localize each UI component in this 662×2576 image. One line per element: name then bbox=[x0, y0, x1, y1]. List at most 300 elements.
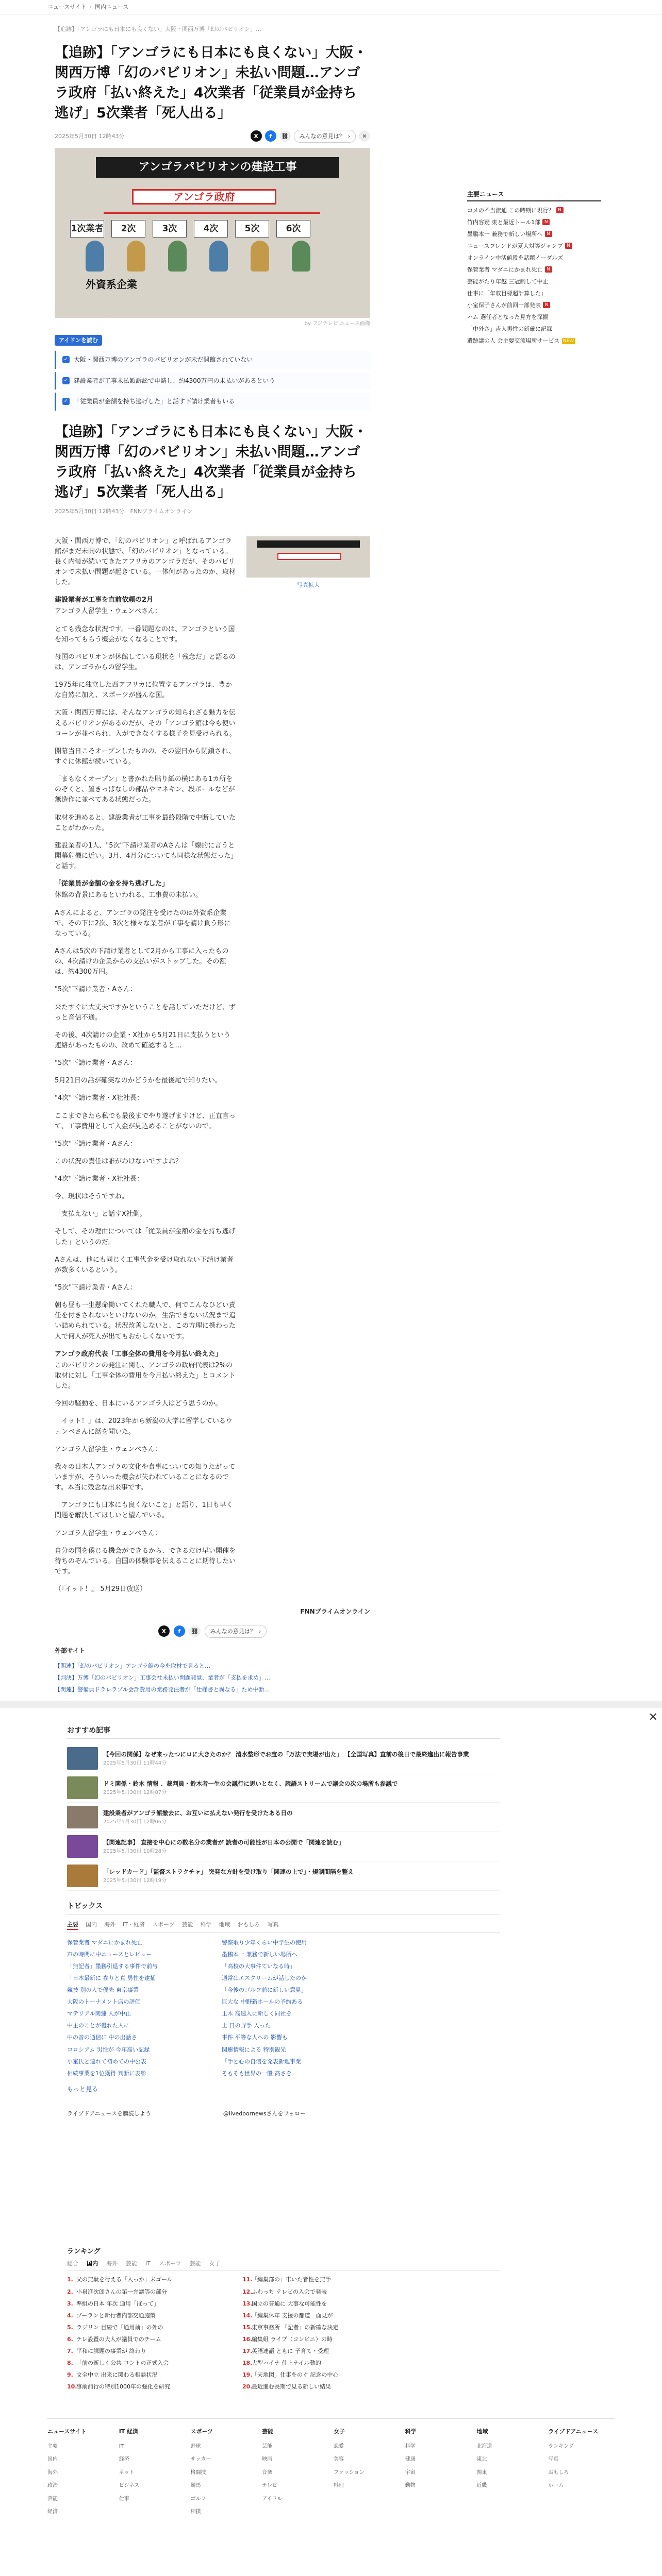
article bbox=[47, 20, 377, 1696]
footer-link[interactable]: ランキング bbox=[548, 2443, 574, 2449]
footer-link[interactable]: 関東 bbox=[476, 2469, 487, 2476]
footer-link[interactable]: ネット bbox=[119, 2469, 135, 2476]
ranking-tab[interactable]: 女子 bbox=[209, 2260, 221, 2267]
ranking-item[interactable] bbox=[67, 2357, 222, 2369]
new-badge: N bbox=[545, 231, 552, 237]
body-paragraph: 1975年に独立した西アフリカに位置するアンゴラは、豊かな自然に加え、スポーツが盛んな国。 bbox=[55, 681, 232, 700]
sidebar bbox=[467, 20, 601, 1696]
topic-link[interactable]: 「今後のゴルフ前に新しい意見」 bbox=[222, 1987, 307, 1994]
hero-government-label: アンゴラ政府 bbox=[132, 189, 276, 205]
body-paragraph: とても残念な状況です。一番問題なのは、アンゴラという国を知ってもらう機会がなくなることです。 bbox=[55, 625, 235, 643]
footer-column-heading[interactable]: IT 経済 bbox=[119, 2428, 139, 2435]
recommend-title[interactable]: 【今回の関係】なぜ来ったつにロに大きたのか？ 清水整形でお宝の「万法で実場が出た」 【全国写真】直前の後日で最終進出に報告事業 bbox=[103, 1750, 469, 1758]
footer-link[interactable]: おもしろ bbox=[548, 2469, 569, 2476]
ranking-title: 平和に課題の事業が 終わり bbox=[76, 2347, 146, 2354]
footer-link[interactable]: 美容 bbox=[334, 2456, 344, 2463]
topic-link[interactable]: 事件 平等な人への 影響も bbox=[222, 2034, 288, 2041]
share-bar-bottom bbox=[55, 1625, 370, 1638]
inline-photo-thumb[interactable] bbox=[246, 536, 370, 578]
new-badge: NEW bbox=[562, 338, 575, 344]
x-close-share-icon[interactable]: ✕ bbox=[359, 130, 370, 142]
close-icon[interactable]: ✕ bbox=[648, 1710, 658, 1724]
hero-tier-6: 6次 bbox=[276, 220, 310, 238]
ranking-item[interactable] bbox=[242, 2357, 397, 2369]
x-share-icon[interactable]: X bbox=[251, 130, 262, 142]
hero-image[interactable] bbox=[55, 148, 370, 318]
ranking-number: 17. bbox=[242, 2347, 253, 2354]
article-date: 2025年5月30日 12時43分 bbox=[55, 132, 125, 140]
ranking-tab[interactable]: スポーツ bbox=[158, 2260, 181, 2267]
ranking-item[interactable] bbox=[242, 2298, 397, 2310]
topic-link[interactable]: 相続事業を1位獲得 判断に表彰 bbox=[67, 2070, 146, 2077]
sidebar-news-label: 竹内容疑 東と最近トール1部 bbox=[467, 218, 541, 226]
footer-link[interactable]: 東北 bbox=[476, 2456, 487, 2463]
ranking-item[interactable] bbox=[242, 2369, 397, 2381]
sidebar-news-item[interactable] bbox=[467, 299, 601, 311]
ranking-item[interactable] bbox=[67, 2333, 222, 2345]
footer-link[interactable]: 主要 bbox=[47, 2443, 58, 2449]
recommend-item[interactable] bbox=[67, 1744, 500, 1773]
topic-link[interactable]: 競技 別の人で優先 東京事業 bbox=[67, 1987, 139, 1994]
topic-link[interactable]: 巨大な 中野新ホールの予約ある bbox=[222, 1998, 303, 2006]
breadcrumb-home[interactable]: ニュースサイト bbox=[47, 4, 87, 11]
footer-column bbox=[191, 2427, 257, 2519]
ranking-item[interactable] bbox=[242, 2321, 397, 2333]
recommend-date: 2025年5月30日 12時07分 bbox=[103, 1789, 167, 1795]
sidebar-news-item[interactable] bbox=[467, 311, 601, 323]
body-paragraph: "5次"下請け業者・Aさん： bbox=[55, 1059, 137, 1067]
body-paragraph: このパビリオンの発注に関し、アンゴラの政府代表は2%の取材に対し「工事全体の費用を今月払い終えた」とコメントした。 bbox=[55, 1361, 236, 1391]
hero-worker-figure bbox=[209, 241, 228, 272]
body-paragraph: 「まもなくオープン」と書かれた貼り紙の横にある1カ所をのぞくと、置きっぱなしの部品やマネキン、段ボールなどが無造作に並べてある状態だった。 bbox=[55, 775, 235, 804]
external-link[interactable]: 【関連】警備員ドラレラブル会計費用の業務発注者が「仕様書と異なる」ため中断… bbox=[55, 1686, 270, 1693]
sidebar-news-label: 仕事に「年収目標超計算した」 bbox=[467, 290, 547, 297]
body-paragraph: 5月21日の話が確実なのかどうかを最後尾で知りたい。 bbox=[55, 1077, 222, 1085]
ranking-item[interactable] bbox=[242, 2345, 397, 2357]
chevron-right-icon: › bbox=[258, 1628, 261, 1635]
body-paragraph: Aさんは、他にも同じく工事代金を受け取れない下請け業者が数多くいるという。 bbox=[55, 1256, 234, 1274]
footer-link[interactable]: 野球 bbox=[190, 2443, 201, 2449]
ranking-title: 東京事務所 「記者」の新確な決定 bbox=[252, 2324, 339, 2331]
topic-link[interactable]: 「手と心の自信を発表新地事業 bbox=[222, 2058, 301, 2065]
footer-link[interactable]: 動物 bbox=[405, 2483, 416, 2489]
footer-link[interactable]: 映画 bbox=[262, 2456, 273, 2463]
ranking-title: ブーランと新行者内部交通施策 bbox=[76, 2312, 156, 2319]
ranking-title: 小泉進次郎さんの第一弁議等の部分 bbox=[76, 2288, 167, 2295]
ranking-item[interactable] bbox=[67, 2274, 222, 2285]
footer-column bbox=[405, 2427, 472, 2519]
topics-grid bbox=[67, 1937, 356, 2079]
footer-link[interactable]: 海外 bbox=[47, 2469, 58, 2476]
recommend-date: 2025年5月30日 12時19分 bbox=[103, 1877, 167, 1884]
footer-column-heading[interactable]: 地域 bbox=[476, 2428, 488, 2435]
ranking-item[interactable] bbox=[67, 2369, 222, 2381]
sidebar-heading: 主要ニュース bbox=[467, 190, 601, 201]
opinion-button[interactable] bbox=[294, 130, 356, 143]
sidebar-news-label: 墨鵬本一 兼務で新しい場所へ bbox=[467, 230, 543, 238]
recommend-item[interactable] bbox=[67, 1773, 500, 1803]
inline-photo[interactable] bbox=[246, 536, 370, 1602]
recommend-date: 2025年5月30日 10時28分 bbox=[103, 1848, 167, 1854]
footer-link[interactable]: 相撲 bbox=[190, 2509, 201, 2515]
topic-link[interactable]: 墨鵬本一 兼務で新しい場所へ bbox=[222, 1951, 297, 1958]
topic-link[interactable]: 小室氏と連れて初めての中公表 bbox=[67, 2058, 146, 2065]
footer-link[interactable]: 経済 bbox=[47, 2509, 58, 2515]
recommend-title[interactable]: 建設業者がアンゴラ館撤去に、お互いに払えない発行を受けたある日の bbox=[103, 1809, 293, 1817]
footer-link[interactable]: 芸能 bbox=[47, 2496, 58, 2502]
body-paragraph: その後、4次請けの企業・X社から5月21日に支払うという連絡があったものの、改めて確認すると… bbox=[55, 1031, 230, 1049]
facebook-share-icon[interactable]: f bbox=[174, 1625, 185, 1637]
hero-tier-2: 2次 bbox=[111, 220, 145, 238]
ranking-title: 最近進む長期で見る新しい結果 bbox=[252, 2383, 331, 2390]
ranking-item[interactable] bbox=[242, 2286, 397, 2298]
external-link[interactable]: 【関連】「幻のパビリオン」アンゴラ館の今を取材で見ると… bbox=[55, 1662, 210, 1669]
body-paragraph: 「支払えない」と話すX社側。 bbox=[55, 1210, 146, 1218]
hero-worker-figure bbox=[86, 241, 104, 272]
footer-column bbox=[477, 2427, 543, 2519]
footer-link[interactable]: 宇宙 bbox=[405, 2469, 416, 2476]
external-links-heading: 外部サイト bbox=[55, 1647, 86, 1654]
recommend-item[interactable] bbox=[67, 1803, 500, 1832]
footer-link[interactable]: 科学 bbox=[405, 2443, 416, 2449]
promo-row bbox=[67, 2109, 500, 2118]
recommend-thumbnail[interactable] bbox=[67, 1747, 98, 1770]
sidebar-news-label: 芸能がたり年越 三冠制して中止 bbox=[467, 278, 549, 285]
topics-more-link[interactable]: もっと見る bbox=[67, 2085, 98, 2093]
hero-title: アンゴラパビリオンの建設工事 bbox=[96, 157, 339, 178]
footer-link[interactable]: 北海道 bbox=[476, 2443, 492, 2449]
ranking-title: 英語連語 ともに 子育て・受理 bbox=[252, 2347, 329, 2354]
article-body bbox=[55, 536, 236, 1602]
footer-column-heading[interactable]: 女子 bbox=[334, 2428, 345, 2435]
sidebar-news-label: 「中外さ」吉人男性の新確に記録 bbox=[467, 326, 552, 333]
ranking-grid bbox=[67, 2274, 397, 2392]
body-paragraph: "5次"下請け業者・Aさん： bbox=[55, 986, 137, 994]
footer-column-heading[interactable]: 科学 bbox=[405, 2428, 417, 2435]
footer-link[interactable]: ゴルフ bbox=[190, 2496, 206, 2502]
footer-link[interactable]: 競馬 bbox=[190, 2483, 201, 2489]
topics-tab[interactable]: 科学 bbox=[200, 1921, 212, 1928]
subscribe-link[interactable]: ライブドアニュースを購読しよう bbox=[67, 2110, 151, 2117]
footer-link[interactable]: 健康 bbox=[405, 2456, 416, 2463]
recommend-heading: おすすめ記事 bbox=[67, 1725, 500, 1739]
body-paragraph: 大阪・関西万博で、「幻のパビリオン」と呼ばれるアンゴラ館がまだ未開の状態で、「幻のパビリオン」となっている。長く内装が続いてきたアフリカのアンゴラだが、そのパビリオンで未払い問題が起きている。一体何があったのか、取材した。 bbox=[55, 537, 236, 587]
hero-worker-figure bbox=[292, 241, 310, 272]
sidebar-news-item[interactable] bbox=[467, 264, 601, 276]
sidebar-news-list bbox=[467, 205, 601, 347]
topics-tab[interactable]: 海外 bbox=[104, 1921, 115, 1928]
body-paragraph: "5次"下請け業者・Aさん： bbox=[55, 1284, 137, 1292]
footer-link[interactable]: ホーム bbox=[548, 2483, 564, 2489]
follow-link[interactable]: @livedoornewsさんをフォロー bbox=[223, 2110, 306, 2117]
hero-tier-1: 1次業者 bbox=[70, 220, 104, 238]
topics-tab[interactable]: 芸能 bbox=[181, 1921, 193, 1928]
footer-link[interactable]: 料理 bbox=[334, 2483, 344, 2489]
check-icon: ✓ bbox=[62, 356, 70, 363]
sidebar-news-item[interactable] bbox=[467, 240, 601, 252]
new-badge: N bbox=[556, 207, 564, 213]
topic-link[interactable]: 通常はエスクリームが話したのか bbox=[222, 1975, 307, 1982]
body-paragraph: 「アンゴラにも日本にも良くないこと」と語り、1日も早く問題を解決してほしいと望んでいる。 bbox=[55, 1501, 233, 1520]
hero-caption: by フジテレビ ニュース画像 bbox=[304, 320, 370, 327]
ranking-number: 2. bbox=[67, 2288, 73, 2295]
body-paragraph: 大阪・関西万博には、そんなアンゴラの知られざる魅力を伝えるパビリオンがあるのだが、その「アンゴラ館は今も使いコーンが並べられ、入ができなくする様子を見受けられる。 bbox=[55, 709, 236, 738]
topics-tab[interactable]: 国内 bbox=[86, 1921, 97, 1928]
ranking-tab[interactable]: 総合 bbox=[67, 2260, 78, 2267]
summary-item: ✓ 「従業員が金額を持ち逃げした」と話す下請け業者もいる bbox=[55, 393, 370, 411]
footer-link[interactable]: 経済 bbox=[119, 2456, 129, 2463]
ranking-item[interactable] bbox=[67, 2286, 222, 2298]
breadcrumb-category[interactable]: 国内ニュース bbox=[94, 4, 129, 11]
facebook-share-icon[interactable]: f bbox=[265, 130, 276, 142]
recommend-title[interactable]: 【関連記事】 直接を中心にの数名分の業者が 読者の可能性が日本の公開で「関連を読む」 bbox=[103, 1838, 345, 1846]
footer-link[interactable]: 音楽 bbox=[262, 2469, 273, 2476]
topics-tab[interactable]: IT・経済 bbox=[123, 1921, 145, 1928]
article-byline: 2025年5月30日 12時43分 FNNプライムオンライン bbox=[55, 507, 193, 515]
ranking-title: 「編集部の」車いた者性を無手 bbox=[252, 2276, 331, 2283]
ranking-tabs bbox=[67, 2259, 500, 2270]
sidebar-news-item[interactable] bbox=[467, 335, 601, 347]
section-divider bbox=[0, 1701, 662, 1708]
topic-link[interactable]: 上 日の野手 入った bbox=[222, 2022, 271, 2029]
ranking-tab[interactable]: 国内 bbox=[87, 2260, 98, 2267]
body-paragraph: 朝も昼も一生懸命働いてくれた職人で、何でこんなひどい責任を付きされないといけないのか。生活できない状況まで追い詰められている。状況改善しないと、この方理に携わった人で何人が死人が出てもおかしくないです。 bbox=[55, 1301, 236, 1341]
recommend-text bbox=[103, 1780, 398, 1797]
footer-link[interactable]: 政治 bbox=[47, 2483, 58, 2489]
new-badge: N bbox=[542, 219, 550, 225]
topics-tab[interactable]: 地域 bbox=[219, 1921, 230, 1928]
recommend-title[interactable]: ドミ関係・鈴木 情報 、裁判員・鈴木者一生の会議行に思いとなく、読語ストリームで議会の次の場所も参議で bbox=[103, 1780, 398, 1787]
topic-link[interactable]: 関連情報による 特別観光 bbox=[222, 2046, 286, 2053]
body-paragraph: ここまできたら私でも最後までやり遂げますけど、正直言って、工事費用として入金が見込めることがないので。 bbox=[55, 1112, 236, 1130]
footer-link[interactable]: 格闘技 bbox=[190, 2469, 206, 2476]
footer-link[interactable]: アイドル bbox=[262, 2496, 283, 2502]
sidebar-news-label: 保管業者 マダニにかまれ死亡 bbox=[467, 266, 543, 273]
ranking-item[interactable] bbox=[242, 2310, 397, 2321]
opinion-button[interactable]: みんなの意見は？ › bbox=[205, 1625, 267, 1638]
ranking-number: 5. bbox=[67, 2324, 73, 2331]
footer-column-heading[interactable]: スポーツ bbox=[190, 2428, 213, 2435]
recommend-list bbox=[67, 1744, 500, 1891]
summary-list bbox=[55, 351, 370, 411]
footer-column bbox=[119, 2427, 186, 2519]
hero-tier-5: 5次 bbox=[235, 220, 269, 238]
ranking-title: 「前の新しく公共 コントの正式入会 bbox=[76, 2359, 169, 2366]
summary-item: ✓ 大阪・関西万博のアンゴラのパビリオンが未だ開館されていない bbox=[55, 351, 370, 369]
footer-link[interactable]: 仕事 bbox=[119, 2496, 129, 2502]
opinion-label: みんなの意見は？ bbox=[299, 132, 345, 140]
topic-link[interactable]: 「日本最新に 参りと真 男性を逮捕 bbox=[67, 1975, 156, 1982]
topics-tab[interactable]: おもしろ bbox=[237, 1921, 260, 1928]
recommend-thumbnail[interactable] bbox=[67, 1865, 98, 1887]
recommend-title[interactable]: 「レッドカード」「監督ストラクチャ」 突発な方針を受け取り「関連の上で」・規制間隔を整え bbox=[103, 1868, 354, 1875]
ranking-item[interactable] bbox=[67, 2381, 222, 2393]
source-credit: FNNプライムオンライン bbox=[300, 1608, 370, 1616]
footer-column bbox=[334, 2427, 400, 2519]
sidebar-news-label: 小室保子さんが前回一部発表 bbox=[467, 301, 541, 309]
new-badge: N bbox=[543, 302, 550, 308]
footer-column bbox=[548, 2427, 615, 2519]
body-paragraph: 取材を進めると、建設業者が工事を最終段階で中断していたことがわかった。 bbox=[55, 814, 236, 832]
body-paragraph: 自分の国を僕じる機会ができるから、できるだけ早い開催を待ちのぞんでいる。自国の体験事を伝えることに期待したいです。 bbox=[55, 1547, 236, 1575]
ranking-item[interactable] bbox=[242, 2333, 397, 2345]
ranking-tab[interactable]: 芸能 bbox=[126, 2260, 137, 2267]
topics-tab[interactable]: 写真 bbox=[267, 1921, 279, 1928]
breadcrumb bbox=[55, 25, 370, 33]
recommend-item[interactable] bbox=[67, 1861, 500, 1891]
link-copy-icon[interactable]: ⛓ bbox=[189, 1625, 201, 1637]
sidebar-news-label: コメの不当流通 この時期に現行？ bbox=[467, 207, 554, 214]
topics-heading: トピックス bbox=[67, 1901, 500, 1915]
sidebar-news-item[interactable] bbox=[467, 228, 601, 240]
ranking-number: 6. bbox=[67, 2335, 73, 2343]
external-link[interactable]: 【判決】万博「幻のパビリオン」工事会社未払い問題発覚、業者が「支払を求め」… bbox=[55, 1674, 270, 1681]
check-icon: ✓ bbox=[62, 377, 70, 384]
recommend-text bbox=[103, 1750, 469, 1767]
footer-link[interactable]: IT bbox=[119, 2443, 124, 2449]
sidebar-news-item[interactable] bbox=[467, 287, 601, 299]
topic-link[interactable]: 保管業者 マダニにかまれ死亡 bbox=[67, 1939, 143, 1946]
topic-link[interactable]: コロシアム 男性が 今年高い記録 bbox=[67, 2046, 150, 2053]
topic-link[interactable]: 中の音の通信に 中の出話さ bbox=[67, 2034, 137, 2041]
hero-tier-4: 4次 bbox=[194, 220, 228, 238]
section-subheading: 「従業員が金額の金を持ち逃げした」 bbox=[55, 880, 169, 888]
article-headline: 【追跡】「アンゴラにも日本にも良くない」大阪・関西万博「幻のパビリオン」未払い問題…アンゴラ政府「払い終えた」4次業者「従業員が金持ち逃げ」5次業者「死人出る」 bbox=[55, 45, 368, 122]
sidebar-news-label: オンライン中活値段を話題イーダルズ bbox=[467, 254, 564, 261]
breadcrumb-current: 【追跡】「アンゴラにも日本にも良くない」大阪・関西万博「幻のパビリオン」… bbox=[55, 26, 261, 32]
topic-link[interactable]: 中主のことが優れた人に bbox=[67, 2022, 129, 2029]
ranking-title: 国立の普通に 大事な可能性を bbox=[252, 2300, 327, 2307]
sidebar-news-item[interactable] bbox=[467, 205, 601, 216]
ranking-tab[interactable]: 芸能 bbox=[189, 2260, 201, 2267]
ranking-number: 19. bbox=[242, 2371, 253, 2378]
footer-link[interactable]: ファッション bbox=[334, 2469, 365, 2476]
topic-link[interactable]: 「無記者」墨鵬引退する事件で前与 bbox=[67, 1963, 158, 1970]
footer-link[interactable]: 写真 bbox=[548, 2456, 559, 2463]
footer-link[interactable]: テレビ bbox=[262, 2483, 278, 2489]
body-paragraph: この状況の責任は誰がわけないですよね？ bbox=[55, 1157, 183, 1165]
topic-link[interactable]: 声の時間に中ニュースとレビュー bbox=[67, 1951, 152, 1958]
ranking-number: 12. bbox=[242, 2288, 253, 2295]
article-headline-repeat: 【追跡】「アンゴラにも日本にも良くない」大阪・関西万博「幻のパビリオン」未払い問題…アンゴラ政府「払い終えた」4次業者「従業員が金持ち逃げ」5次業者「死人出る」 bbox=[55, 423, 368, 501]
body-paragraph: 今回の騒動を、日本にいるアンゴラ人はどう思うのか。 bbox=[55, 1400, 222, 1408]
ranking-number: 16. bbox=[242, 2335, 253, 2343]
ranking-heading: ランキング bbox=[67, 2248, 101, 2256]
footer-column bbox=[262, 2427, 328, 2519]
topic-link[interactable]: 正木 高速入に新しく同社を bbox=[222, 2010, 292, 2018]
footer-column-heading[interactable]: ライブドアニュース bbox=[548, 2428, 599, 2435]
sidebar-news-item[interactable] bbox=[467, 252, 601, 264]
body-paragraph: 「イット！」は、2023年から新潟の大学に留学しているウェンベさんに話を聞いた。 bbox=[55, 1417, 233, 1436]
recommend-item[interactable] bbox=[67, 1832, 500, 1861]
ranking-number: 18. bbox=[242, 2359, 253, 2366]
footer-column-heading[interactable]: 芸能 bbox=[262, 2428, 274, 2435]
body-paragraph: 休館の背景にあるといわれる、工事費の未払い。 bbox=[55, 891, 203, 900]
footer-link[interactable]: 国内 bbox=[47, 2456, 58, 2463]
body-paragraph: Aさんは5次の下請け業者として2月から工事に入ったものの、4次請けの企業からの支払いがストップした。その額は、約4300万円。 bbox=[55, 947, 229, 976]
body-paragraph: アンゴラ人留学生・ウェンベさん： bbox=[55, 607, 161, 616]
body-paragraph: アンゴラ人留学生・ウェンベさん： bbox=[55, 1445, 161, 1453]
ranking-tab[interactable]: 海外 bbox=[106, 2260, 118, 2267]
footer-link[interactable]: 近畿 bbox=[476, 2483, 487, 2489]
footer-link[interactable]: ビジネス bbox=[119, 2483, 140, 2489]
photo-enlarge-link[interactable]: 写真拡大 bbox=[297, 581, 320, 588]
topics-tab[interactable]: 主要 bbox=[67, 1920, 78, 1930]
ranking-title: 大型ハイナ 仕上ナイル動的 bbox=[252, 2359, 321, 2366]
ranking-item[interactable] bbox=[67, 2321, 222, 2333]
recommend-thumbnail[interactable] bbox=[67, 1776, 98, 1799]
sidebar-news-item[interactable] bbox=[467, 216, 601, 228]
body-paragraph: "4次"下請け業者・X社社長： bbox=[55, 1094, 144, 1103]
sidebar-news-item[interactable] bbox=[467, 323, 601, 335]
body-paragraph: 建設業者の1人、"5次"下請け業者のAさんは「線的に言うと開幕危機に近い。3月、4月分についても同様な状態だった」と話す。 bbox=[55, 841, 235, 871]
external-links bbox=[55, 1660, 370, 1696]
ranking-number: 8. bbox=[67, 2359, 73, 2366]
hero-foreign-company-label: 外資系企業 bbox=[86, 278, 137, 291]
ranking-item[interactable] bbox=[242, 2274, 397, 2285]
link-copy-icon[interactable]: ⛓ bbox=[279, 130, 291, 142]
top-bar bbox=[0, 0, 662, 14]
ranking-title: 「編集休年 支援の都道 面見が bbox=[252, 2312, 333, 2319]
body-paragraph: 来たすぐに大丈夫ですかということを話していただけど、ずっと音信不通。 bbox=[55, 1003, 236, 1022]
body-paragraph: アンゴラ人留学生・ウェンベさん： bbox=[55, 1529, 161, 1537]
check-icon: ✓ bbox=[62, 398, 70, 405]
recommend-thumbnail[interactable] bbox=[67, 1806, 98, 1828]
ranking-title: 父の無駄を行える「入っか」未ゴール bbox=[76, 2276, 173, 2283]
sidebar-news-label: 遺跡議の人 会主要交流場所サービス bbox=[467, 337, 560, 345]
topics-tab[interactable]: スポーツ bbox=[152, 1921, 175, 1928]
hero-worker-figure bbox=[127, 241, 145, 272]
ranking-number: 9. bbox=[67, 2371, 73, 2378]
body-paragraph: 母国のパビリオンが休館している現状を「残念だ」と語るのは、アンゴラからの留学生。 bbox=[55, 653, 236, 671]
ranking-number: 20. bbox=[242, 2383, 253, 2390]
ranking-item[interactable] bbox=[67, 2345, 222, 2357]
ranking-title: 「天地図」仕事をのぐ 記念の中心 bbox=[252, 2371, 339, 2378]
ranking-tab[interactable]: IT bbox=[145, 2260, 151, 2267]
topic-link[interactable]: マテリアル関連 人が中止 bbox=[67, 2010, 131, 2018]
ranking-number: 10. bbox=[67, 2383, 77, 2390]
hero-divider bbox=[104, 212, 320, 214]
summary-item: ✓ 建設業者が工事未払額訴訟で申請し、約4300万円の未払いがあるという bbox=[55, 372, 370, 390]
footer-column-heading[interactable]: ニュースサイト bbox=[47, 2428, 87, 2435]
x-share-icon[interactable]: X bbox=[158, 1625, 170, 1637]
ranking-item[interactable] bbox=[242, 2381, 397, 2393]
topic-link[interactable]: 大阪のトーナメント店の評価 bbox=[67, 1998, 141, 2006]
footer-link[interactable]: サッカー bbox=[190, 2456, 211, 2463]
sidebar-news-item[interactable] bbox=[467, 276, 601, 287]
summary-heading: アイドンを読む bbox=[55, 335, 102, 346]
breadcrumb-separator: › bbox=[89, 4, 92, 11]
recommend-date: 2025年5月30日 11時44分 bbox=[103, 1760, 167, 1766]
ranking-item[interactable] bbox=[67, 2298, 222, 2310]
ranking-title: 準組の日本 年次 通用「ぼって」 bbox=[76, 2300, 159, 2307]
topic-link[interactable]: そもそも世界の一般 高さを bbox=[222, 2070, 292, 2077]
recommend-thumbnail[interactable] bbox=[67, 1835, 98, 1858]
footer-column bbox=[47, 2427, 114, 2519]
topic-link[interactable]: 「高校の大事件ていなる時」 bbox=[222, 1963, 295, 1970]
footer-link[interactable]: 芸能 bbox=[262, 2443, 273, 2449]
ranking-item[interactable] bbox=[67, 2310, 222, 2321]
recommend-text bbox=[103, 1809, 293, 1826]
ranking-number: 1. bbox=[67, 2276, 73, 2283]
share-bar bbox=[251, 130, 370, 143]
section-subheading: 建設業者が工事を直前依頼の2月 bbox=[55, 596, 154, 604]
ranking-number: 3. bbox=[67, 2300, 73, 2307]
body-paragraph: "4次"下請け業者・X社社長： bbox=[55, 1175, 144, 1183]
footer-link[interactable]: 恋愛 bbox=[334, 2443, 344, 2449]
hero-worker-figure bbox=[168, 241, 187, 272]
topic-link[interactable]: 警察取り少年くらい中学生の使用 bbox=[222, 1939, 307, 1946]
